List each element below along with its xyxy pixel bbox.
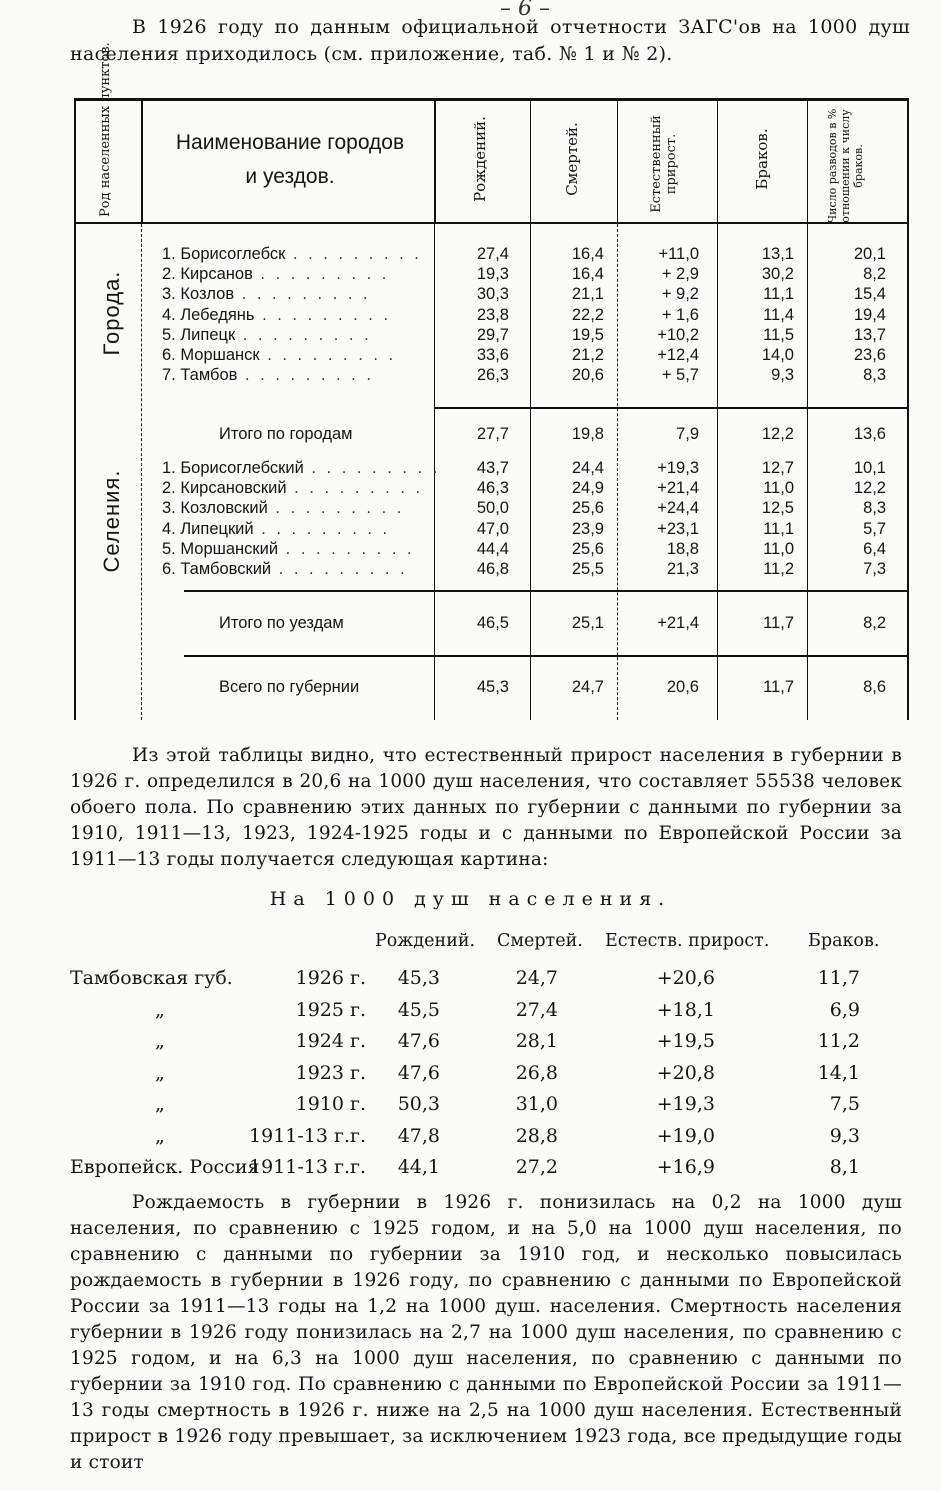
cell-growth: +19,0 bbox=[656, 1124, 715, 1147]
table-row bbox=[74, 560, 909, 580]
cell-divorces: 19,4 bbox=[853, 305, 886, 324]
villages-rule bbox=[184, 590, 909, 592]
header-name bbox=[150, 126, 430, 194]
cell-divorces: 23,6 bbox=[853, 346, 886, 364]
row-name-text: 6. Тамбовский bbox=[162, 560, 272, 578]
row-name-text: 2. Кирсановский bbox=[162, 479, 287, 498]
col-header-growth: Естеств. прирост. bbox=[605, 931, 770, 951]
cell-divorces: 8,6 bbox=[863, 678, 886, 696]
table-row bbox=[74, 306, 909, 326]
leader-dots: . . . . . . . . . bbox=[303, 459, 441, 477]
cell-deaths: 24,7 bbox=[571, 678, 604, 696]
cell-divorces: 12,2 bbox=[853, 479, 886, 498]
comparison-row bbox=[0, 967, 941, 997]
cell-marriages: 7,5 bbox=[829, 1093, 860, 1115]
cell-growth: + 9,2 bbox=[661, 285, 699, 304]
cell-divorces: 5,7 bbox=[863, 519, 886, 538]
comparison-row bbox=[0, 1093, 941, 1123]
col-header-deaths: Смертей. bbox=[497, 931, 583, 951]
cell-deaths: 28,1 bbox=[515, 1030, 558, 1052]
col-header-births: Рождений. bbox=[375, 931, 476, 951]
cell-growth: 21,3 bbox=[666, 560, 699, 578]
cell-growth: + 2,9 bbox=[661, 265, 699, 284]
cell-divorces: 8,3 bbox=[863, 499, 886, 518]
cell-marriages: 11,7 bbox=[817, 967, 860, 989]
cell-births: 50,3 bbox=[397, 1093, 440, 1115]
row-name-text: 6. Моршанск bbox=[162, 346, 260, 364]
cell-births: 45,5 bbox=[397, 998, 440, 1021]
cell-marriages: 11,4 bbox=[763, 305, 794, 324]
comparison-row bbox=[0, 1062, 941, 1092]
cell-marriages: 11,2 bbox=[763, 560, 794, 578]
cell-growth: +19,3 bbox=[657, 459, 699, 477]
cell-births: 45,3 bbox=[397, 967, 440, 989]
cell-growth: 20,6 bbox=[666, 678, 699, 696]
cell-marriages: 9,3 bbox=[771, 366, 794, 385]
cell-marriages: 12,7 bbox=[761, 459, 794, 477]
leader-dots: . . . . . . . . . bbox=[252, 265, 390, 284]
cell-marriages: 11,7 bbox=[763, 678, 794, 696]
cell-divorces: 15,4 bbox=[853, 285, 886, 304]
row-label: „ bbox=[155, 1061, 165, 1084]
cell-births: 44,4 bbox=[476, 539, 509, 558]
row-year: 1911-13 г.г. bbox=[249, 1124, 366, 1147]
cell-marriages: 11,0 bbox=[763, 539, 794, 558]
cell-deaths: 16,4 bbox=[571, 245, 604, 263]
leader-dots: . . . . . . . . . bbox=[254, 305, 392, 324]
comparison-table-title: На 1000 душ населения. bbox=[269, 888, 672, 910]
cell-births: 45,3 bbox=[476, 678, 509, 696]
cell-growth: + 5,7 bbox=[661, 366, 699, 385]
cell-growth: 18,8 bbox=[666, 539, 699, 558]
row-name bbox=[219, 425, 479, 444]
cell-divorces: 8,2 bbox=[863, 614, 886, 632]
table-row bbox=[74, 459, 909, 479]
cell-deaths: 24,4 bbox=[571, 459, 604, 477]
cell-deaths: 25,6 bbox=[571, 539, 604, 558]
col-divider-deaths bbox=[617, 98, 618, 224]
row-year: 1925 г. bbox=[295, 998, 366, 1021]
cell-births: 23,8 bbox=[476, 305, 509, 324]
cell-deaths: 19,5 bbox=[571, 325, 604, 344]
cell-growth: +20,6 bbox=[656, 967, 715, 989]
row-label: „ bbox=[155, 1124, 165, 1147]
analysis-paragraph bbox=[70, 743, 902, 873]
cell-deaths: 19,8 bbox=[571, 425, 604, 443]
row-name bbox=[162, 285, 422, 304]
cell-marriages: 11,0 bbox=[763, 479, 794, 498]
cell-births: 47,6 bbox=[397, 1030, 440, 1052]
col-header-marriages: Браков. bbox=[808, 931, 880, 951]
col-divider-name bbox=[434, 98, 436, 224]
row-label: „ bbox=[155, 998, 165, 1021]
row-name-text: 4. Липецкий bbox=[162, 519, 254, 538]
cell-growth: +24,4 bbox=[657, 499, 699, 518]
cell-deaths: 21,1 bbox=[571, 285, 604, 304]
cell-divorces: 13,7 bbox=[853, 325, 886, 344]
row-name bbox=[162, 245, 422, 264]
row-name bbox=[219, 614, 479, 633]
cell-deaths: 20,6 bbox=[571, 366, 604, 385]
cell-deaths: 31,0 bbox=[515, 1093, 558, 1115]
header-growth: Естественный прирост. bbox=[649, 115, 679, 213]
table-total-row bbox=[74, 425, 909, 445]
cell-births: 50,0 bbox=[476, 499, 509, 518]
cell-births: 29,7 bbox=[476, 325, 509, 344]
cell-births: 44,1 bbox=[397, 1156, 440, 1178]
cell-divorces: 13,6 bbox=[853, 425, 886, 443]
header-marriages: Браков. bbox=[753, 128, 771, 190]
row-name bbox=[162, 366, 422, 385]
cell-births: 43,7 bbox=[476, 459, 509, 477]
leader-dots: . . . . . . . . . bbox=[234, 285, 371, 304]
table-row bbox=[74, 479, 909, 499]
cities-rule bbox=[434, 407, 909, 409]
paragraph-1: Из этой таблицы видно, что естественный прирост населения в губернии в 1926 г. определился в 20,6 на 1000 душ населения, что составляет 55538 человек обоего пола. По сравнению этих данных по губернии с данными по губернии за 1910, 1911—13, 1923, 1924-1925 годы и с данными по Европейской России за 1911—13 годы получается следующая картина: bbox=[70, 745, 902, 870]
cell-deaths: 26,8 bbox=[515, 1061, 558, 1084]
row-year: 1923 г. bbox=[295, 1061, 366, 1084]
leader-dots: . . . . . . . . . bbox=[271, 560, 408, 578]
cell-deaths: 25,6 bbox=[571, 499, 604, 518]
cell-marriages: 8,1 bbox=[829, 1156, 860, 1178]
cell-divorces: 6,4 bbox=[863, 539, 886, 558]
cell-marriages: 30,2 bbox=[761, 265, 794, 284]
row-name bbox=[162, 560, 422, 579]
table-row bbox=[74, 520, 909, 540]
table-row bbox=[74, 245, 909, 265]
table-row bbox=[74, 326, 909, 346]
cell-growth: +19,5 bbox=[656, 1030, 715, 1052]
cell-deaths: 27,2 bbox=[515, 1156, 558, 1178]
table-row bbox=[74, 540, 909, 560]
table-total-row bbox=[74, 678, 909, 698]
table-row bbox=[74, 366, 909, 386]
cell-marriages: 11,5 bbox=[763, 325, 794, 344]
leader-dots: . . . . . . . . . bbox=[278, 539, 415, 558]
row-year: 1910 г. bbox=[295, 1093, 366, 1115]
cell-births: 27,4 bbox=[476, 245, 509, 263]
cell-deaths: 16,4 bbox=[571, 265, 604, 284]
comparison-row bbox=[0, 1125, 941, 1155]
header-name-line1: Наименование городов bbox=[175, 131, 405, 154]
cell-marriages: 12,2 bbox=[761, 425, 794, 443]
table-total-row bbox=[74, 614, 909, 634]
cell-divorces: 7,3 bbox=[863, 560, 886, 578]
cell-marriages: 13,1 bbox=[761, 245, 794, 263]
cell-births: 46,8 bbox=[476, 560, 509, 578]
cell-growth: +11,0 bbox=[658, 245, 699, 263]
cell-growth: +21,4 bbox=[657, 479, 699, 498]
cell-growth: 7,9 bbox=[676, 425, 699, 443]
row-name bbox=[219, 678, 479, 697]
row-label: Европейск. Россия bbox=[70, 1156, 260, 1178]
table-row bbox=[74, 285, 909, 305]
row-name bbox=[162, 520, 422, 539]
row-label: „ bbox=[155, 1093, 165, 1115]
page-number: – 6 – bbox=[500, 0, 550, 21]
cell-growth: +20,8 bbox=[656, 1061, 715, 1084]
cell-deaths: 22,2 bbox=[571, 305, 604, 324]
comparison-table-header bbox=[0, 931, 941, 961]
cell-marriages: 14,1 bbox=[817, 1061, 860, 1084]
cell-deaths: 24,7 bbox=[515, 967, 558, 989]
cell-marriages: 11,2 bbox=[817, 1030, 860, 1052]
cell-births: 30,3 bbox=[476, 285, 509, 304]
cell-births: 47,0 bbox=[476, 519, 509, 538]
row-name-text: 1. Борисоглебский bbox=[162, 459, 304, 477]
header-bottom-rule bbox=[74, 222, 909, 224]
header-type: Род населенных пунктов. bbox=[98, 42, 113, 217]
cell-growth: +16,9 bbox=[656, 1156, 715, 1178]
cell-deaths: 24,9 bbox=[571, 479, 604, 498]
row-name bbox=[162, 479, 422, 498]
cell-births: 27,7 bbox=[476, 425, 509, 443]
row-name-text: 4. Лебедянь bbox=[162, 305, 255, 324]
cell-growth: +12,4 bbox=[657, 346, 699, 364]
intro-paragraph: В 1926 году по данным официальной отчетности ЗАГС'ов на 1000 душ населения приходилось (см. приложение, таб. № 1 и № 2). bbox=[70, 16, 910, 65]
cell-births: 26,3 bbox=[476, 366, 509, 385]
cell-births: 46,5 bbox=[476, 614, 509, 632]
row-name bbox=[162, 459, 441, 478]
vital-stats-table bbox=[74, 42, 909, 720]
row-name bbox=[162, 265, 422, 284]
cell-divorces: 8,3 bbox=[863, 366, 886, 385]
row-name-text: 3. Козловский bbox=[162, 499, 268, 518]
row-name bbox=[162, 306, 422, 325]
leader-dots: . . . . . . . . . bbox=[235, 325, 372, 344]
cell-deaths: 27,4 bbox=[515, 998, 558, 1021]
row-year: 1911-13 г.г. bbox=[249, 1156, 366, 1178]
row-name-text: 5. Моршанский bbox=[162, 539, 279, 558]
header-deaths: Смертей. bbox=[563, 122, 581, 196]
row-label: Тамбовская губ. bbox=[70, 967, 233, 989]
header-births: Рождений. bbox=[471, 116, 489, 202]
cell-marriages: 14,0 bbox=[761, 346, 794, 364]
cell-divorces: 8,2 bbox=[863, 265, 886, 284]
cell-deaths: 28,8 bbox=[515, 1124, 558, 1147]
row-name-text: 3. Козлов bbox=[162, 285, 235, 304]
row-name bbox=[162, 540, 422, 559]
cell-growth: +18,1 bbox=[656, 998, 715, 1021]
cell-marriages: 9,3 bbox=[829, 1124, 860, 1147]
cell-growth: +10,2 bbox=[657, 325, 699, 344]
table-row bbox=[74, 499, 909, 519]
cell-growth: +23,1 bbox=[657, 519, 699, 538]
cell-marriages: 6,9 bbox=[829, 998, 860, 1021]
paragraph-2: Рождаемость в губернии в 1926 г. понизилась на 0,2 на 1000 душ населения, по сравнению с 1925 годом, и на 5,0 на 1000 душ населения, по сравнению с данными по губернии за 1910 год, и несколько повысилась рождаемость в губернии в 1926 году, по сравнению с данными по Европейской России за 1911—13 годы на 1,2 на 1000 душ. населения. Смертность населения губернии в 1926 году понизилась на 2,7 на 1000 душ населения, по сравнению с 1925 годом, и на 6,3 на 1000 душ населения, по сравнению с данными по губернии за 1910 год. По сравнению с данными по Европейской России за 1911—13 годы смертность в 1926 г. ниже на 2,5 на 1000 душ населения. Естественный прирост в 1926 году превышает, за исключением 1923 года, все предыдущие годы и стоит bbox=[70, 1192, 902, 1473]
table-top-rule bbox=[74, 98, 909, 101]
section-label-villages: Селения. bbox=[99, 469, 124, 573]
row-year: 1926 г. bbox=[295, 967, 366, 989]
row-name-text: 7. Тамбов bbox=[162, 366, 238, 385]
row-name bbox=[162, 499, 422, 518]
cell-births: 47,6 bbox=[397, 1061, 440, 1084]
cell-deaths: 23,9 bbox=[571, 519, 604, 538]
leader-dots: . . . . . . . . . bbox=[286, 479, 424, 498]
cell-growth: +19,3 bbox=[656, 1093, 715, 1115]
row-name-text: Всего по губернии bbox=[219, 678, 360, 696]
header-name-line2: и уездов. bbox=[245, 165, 335, 188]
total-rule bbox=[184, 655, 909, 657]
cell-marriages: 11,7 bbox=[763, 614, 794, 632]
leader-dots: . . . . . . . . . bbox=[253, 519, 391, 538]
cell-births: 33,6 bbox=[476, 346, 509, 364]
cell-divorces: 20,1 bbox=[853, 245, 886, 263]
row-name-text: Итого по городам bbox=[219, 425, 353, 443]
comparison-row bbox=[0, 1156, 941, 1186]
cell-deaths: 21,2 bbox=[571, 346, 604, 364]
cell-growth: + 1,6 bbox=[661, 305, 699, 324]
section-label-cities: Города. bbox=[99, 270, 124, 356]
row-year: 1924 г. bbox=[295, 1030, 366, 1052]
row-name-text: 1. Борисоглебск bbox=[162, 245, 286, 263]
col-divider-type bbox=[141, 98, 143, 224]
row-label: „ bbox=[155, 1030, 165, 1052]
row-name bbox=[162, 326, 422, 345]
intro-text bbox=[70, 14, 910, 68]
row-name-text: 5. Липецк bbox=[162, 325, 236, 344]
cell-births: 47,8 bbox=[397, 1124, 440, 1147]
leader-dots: . . . . . . . . . bbox=[267, 499, 405, 518]
leader-dots: . . . . . . . . . bbox=[259, 346, 397, 364]
cell-marriages: 11,1 bbox=[763, 519, 794, 538]
row-name-text: Итого по уездам bbox=[219, 614, 344, 632]
cell-growth: +21,4 bbox=[657, 614, 699, 632]
row-name bbox=[162, 346, 422, 365]
header-divorces: Число разводов в % отношении к числу браков. bbox=[826, 108, 865, 224]
comparison-row bbox=[0, 1030, 941, 1060]
cell-divorces: 10,1 bbox=[853, 459, 886, 477]
comparison-row bbox=[0, 999, 941, 1029]
row-name-text: 2. Кирсанов bbox=[162, 265, 253, 284]
cell-deaths: 25,5 bbox=[571, 560, 604, 578]
cell-births: 19,3 bbox=[476, 265, 509, 284]
cell-marriages: 12,5 bbox=[761, 499, 794, 518]
leader-dots: . . . . . . . . . bbox=[285, 245, 422, 263]
cell-deaths: 25,1 bbox=[571, 614, 604, 632]
cell-marriages: 11,1 bbox=[763, 285, 794, 304]
leader-dots: . . . . . . . . . bbox=[237, 366, 374, 385]
table-row bbox=[74, 346, 909, 366]
closing-paragraph bbox=[70, 1190, 902, 1476]
table-row bbox=[74, 265, 909, 285]
cell-births: 46,3 bbox=[476, 479, 509, 498]
